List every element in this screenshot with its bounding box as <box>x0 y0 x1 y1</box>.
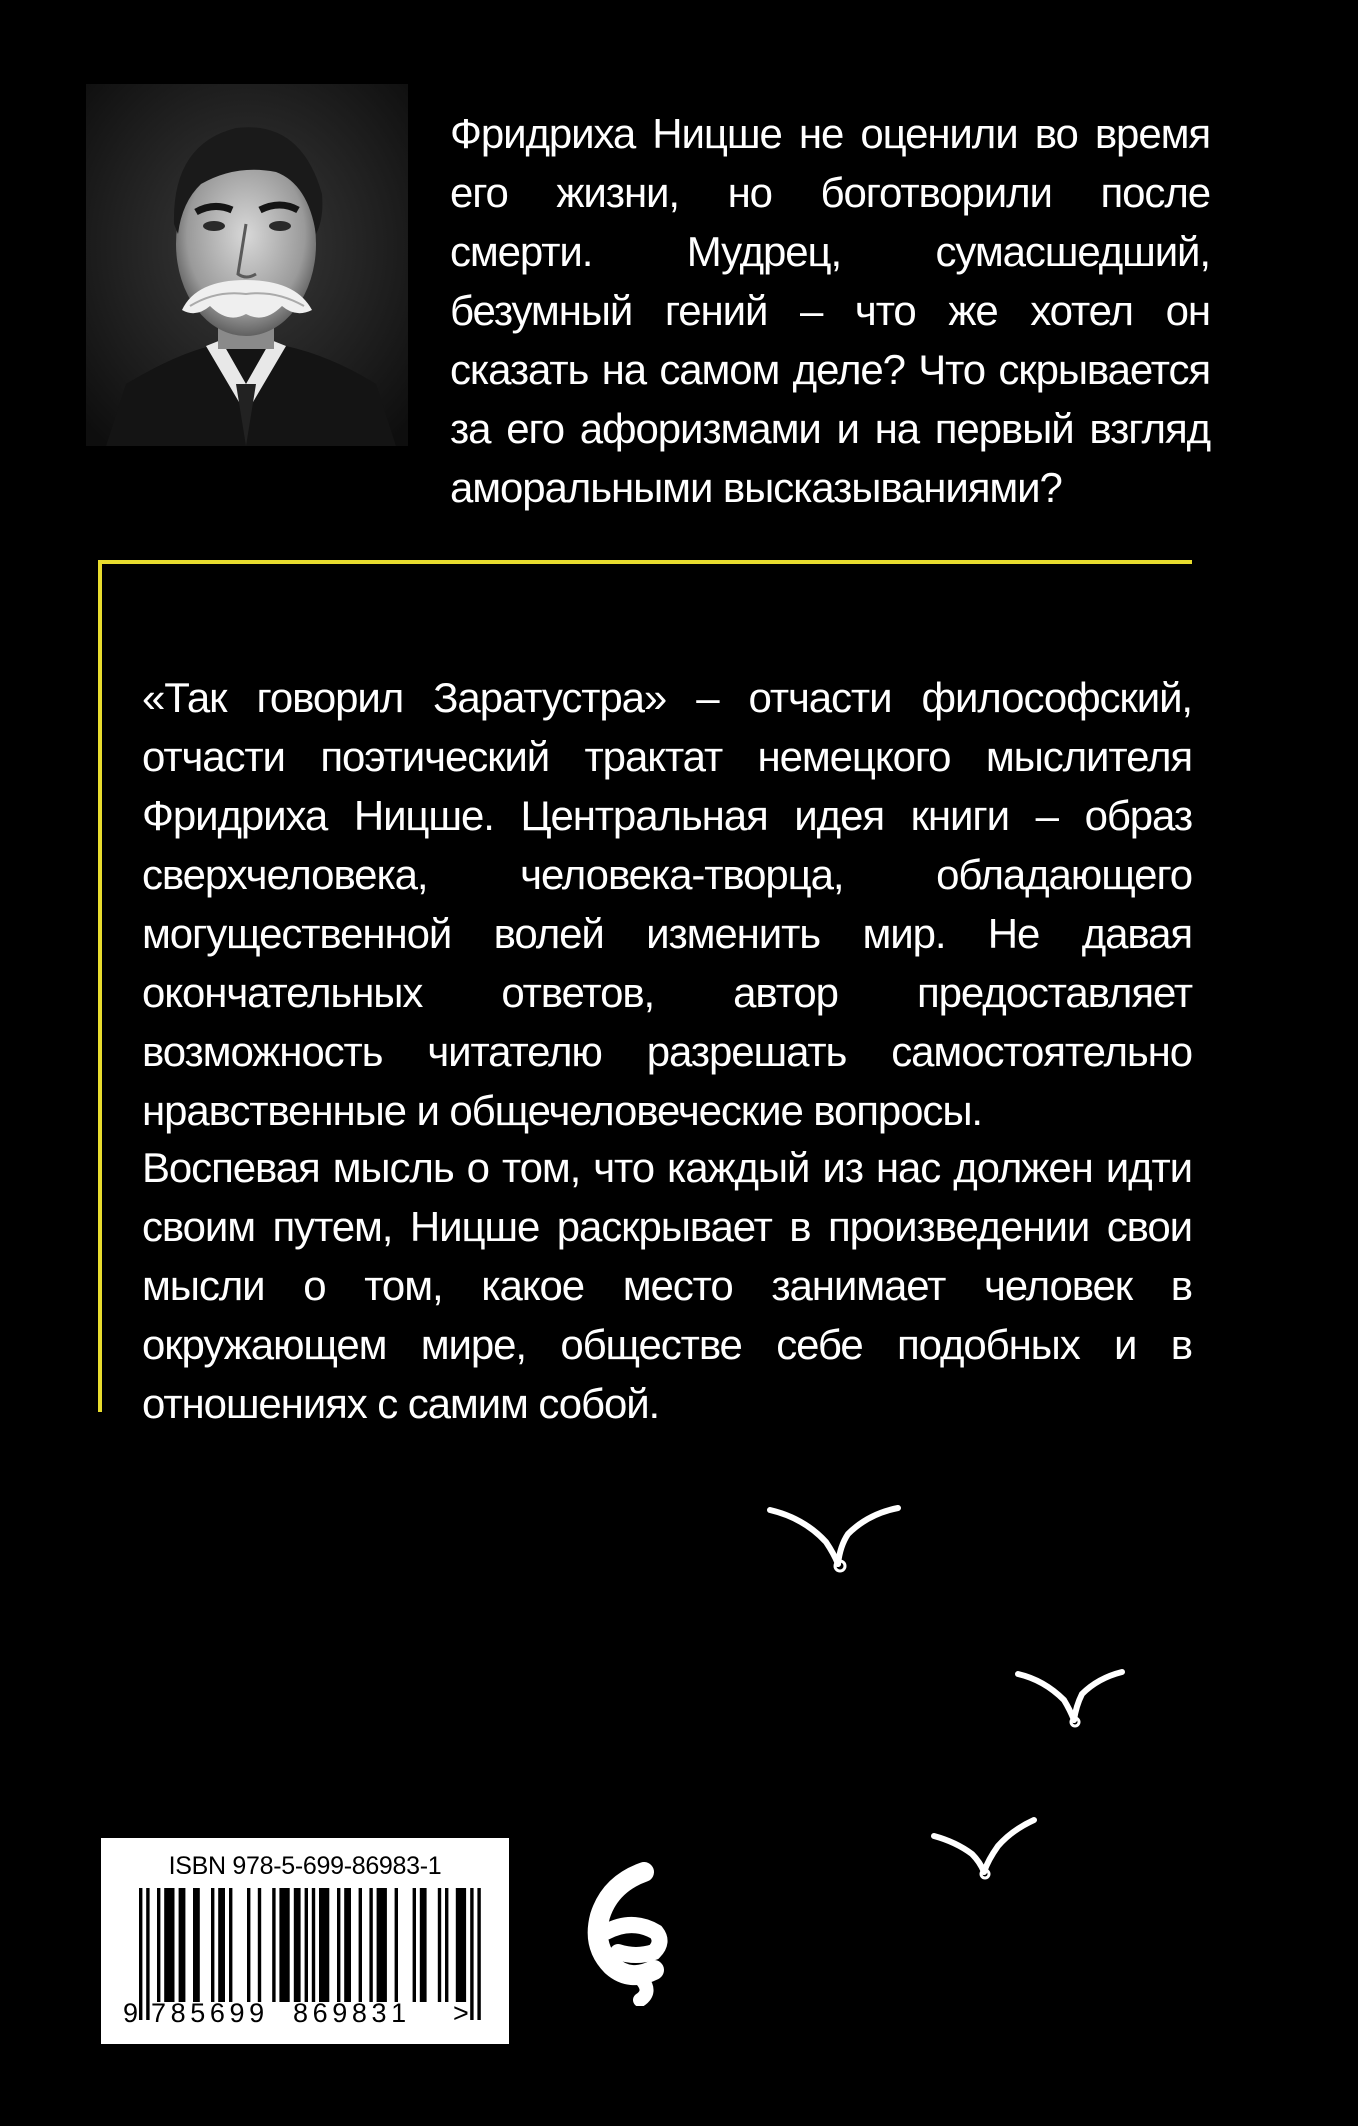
barcode-bar <box>445 1888 448 2002</box>
isbn-label: ISBN 978-5-699-86983-1 <box>168 1852 442 1880</box>
intro-text: Фридриха Ницше не оценили во время его жизни, но боготворили после смерти. Мудрец, сумасшедший, безумный гений – что же хотел он сказать на самом деле? Что скрывается за его афоризмами и на первый взгляд аморальными высказываниями? <box>450 110 1210 511</box>
barcode-bar <box>395 1888 398 2002</box>
barcode-bar <box>312 1888 315 2002</box>
barcode-bar <box>359 1888 362 2002</box>
barcode-bar <box>456 1888 466 2002</box>
frame-left-line <box>98 560 102 1412</box>
barcode-bar <box>319 1888 329 2002</box>
barcode-bar <box>438 1888 441 2002</box>
barcode-digits-left: 785699 <box>151 1998 269 2028</box>
description-paragraph-1: «Так говорил Заратустра» – отчасти философский, отчасти поэтический трактат немецкого мыслителя Фридриха Ницше. Центральная идея книги – образ сверхчеловека, человека-творца, обладающего могущественной волей изменить мир. Не давая окончательных ответов, автор предоставляет возможность читателю разрешать самостоятельно нравственные и общечеловеческие вопросы. <box>142 674 1192 1134</box>
barcode-bar <box>369 1888 372 2002</box>
barcode-digits-right: 869831 <box>293 1998 411 2028</box>
barcode <box>101 1838 509 2044</box>
barcode-bar <box>305 1888 308 2002</box>
barcode-bar <box>193 1888 200 2002</box>
barcode-bar <box>218 1888 225 2002</box>
barcode-bar <box>337 1888 340 2002</box>
barcode-bar <box>420 1888 427 2002</box>
barcode-bar <box>164 1888 174 2002</box>
description-paragraph-2: Воспевая мысль о том, что каждый из нас должен идти своим путем, Ницше раскрывает в произведении свои мысли о том, какое место занимает человек в окружающем мире, обществе себе подобных и в отношениях с самим собой. <box>142 1144 1192 1427</box>
barcode-bar <box>279 1888 289 2002</box>
author-portrait <box>86 84 408 446</box>
barcode-bar <box>229 1888 232 2002</box>
barcode-bar <box>211 1888 214 2002</box>
bird-icon <box>764 1500 904 1580</box>
barcode-bar <box>272 1888 275 2002</box>
barcode-bar <box>247 1888 250 2002</box>
barcode-bar <box>413 1888 416 2002</box>
barcode-bar <box>157 1888 160 2002</box>
publisher-logo-icon <box>582 1862 670 2006</box>
barcode-bar <box>344 1888 351 2002</box>
frame-top-line <box>98 560 1192 564</box>
barcode-digits <box>101 1998 509 2032</box>
bird-icon <box>1012 1664 1128 1734</box>
bird-icon <box>928 1814 1040 1884</box>
barcode-bar <box>377 1888 387 2002</box>
barcode-digit-first: 9 <box>123 1998 139 2028</box>
barcode-end-marker: > <box>453 1998 469 2028</box>
barcode-bar <box>294 1888 301 2002</box>
barcode-bar <box>179 1888 186 2002</box>
barcode-bar <box>258 1888 261 2002</box>
